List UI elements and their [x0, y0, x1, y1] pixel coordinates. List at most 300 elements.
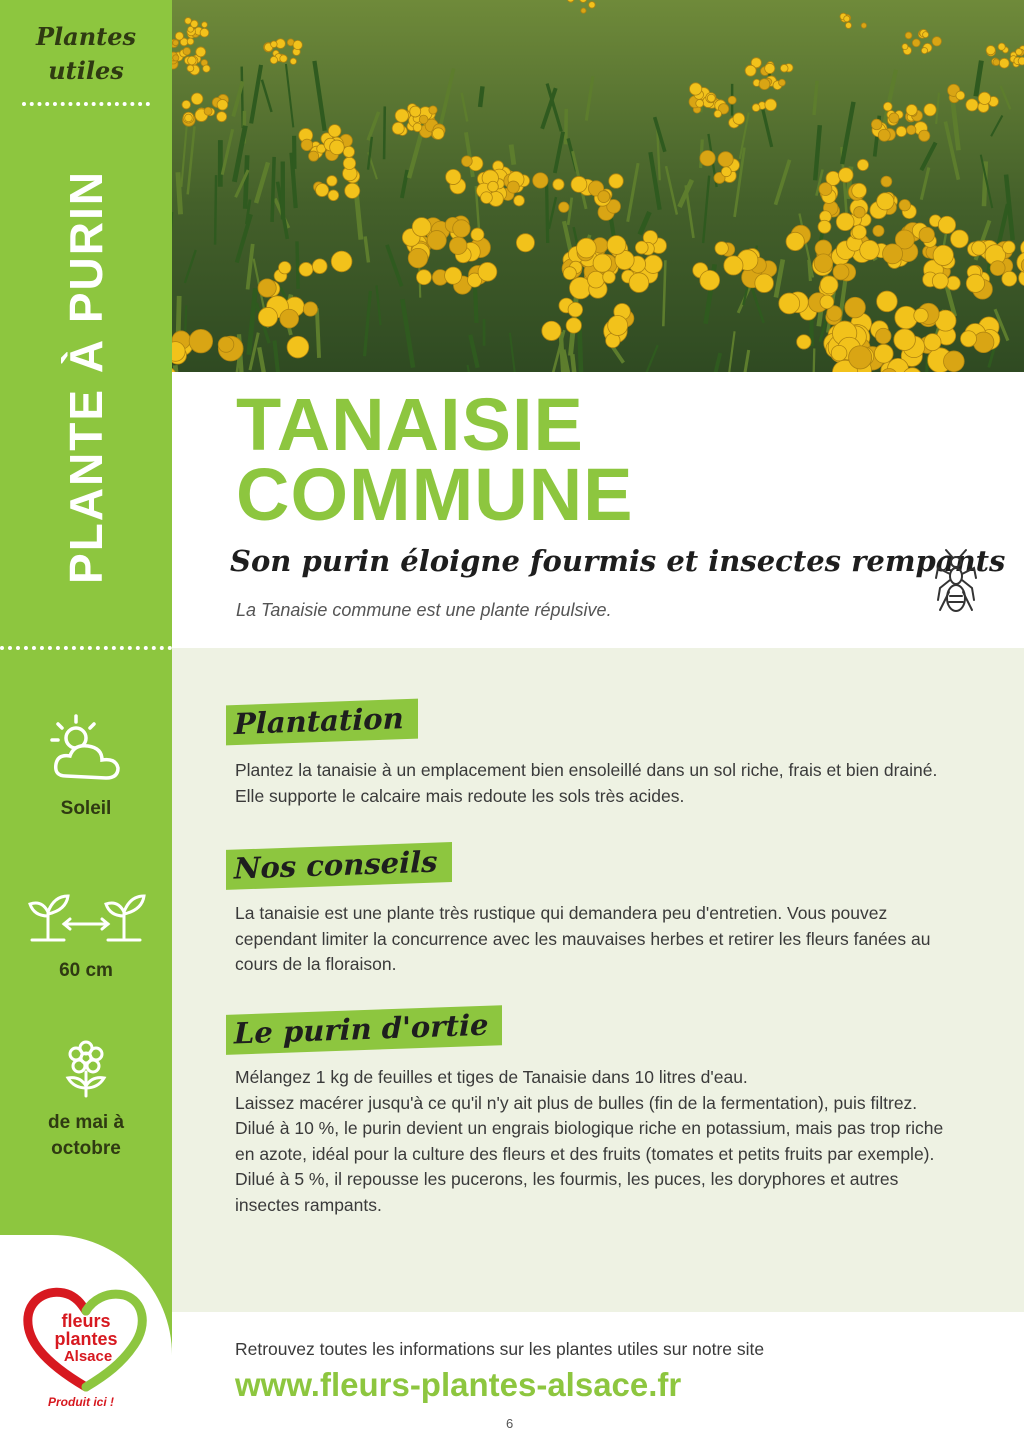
- flower-button: [182, 100, 191, 109]
- flower-button: [187, 65, 194, 72]
- flower-button: [932, 273, 948, 289]
- foliage-stroke: [178, 172, 181, 214]
- foliage-stroke: [842, 102, 853, 164]
- flower-button: [217, 112, 227, 122]
- foliage-stroke: [251, 65, 261, 124]
- flower-button: [542, 321, 561, 340]
- foliage-stroke: [776, 259, 783, 297]
- foliage-stroke: [234, 126, 245, 182]
- foliage-stroke: [181, 117, 187, 187]
- flower-button: [836, 213, 854, 231]
- foliage-stroke: [317, 308, 319, 358]
- flower-cluster: [264, 39, 303, 65]
- footer-text: Retrouvez toutes les informations sur les plantes utiles sur notre site: [235, 1339, 765, 1359]
- flower-button: [881, 176, 892, 187]
- foliage-stroke: [237, 214, 251, 262]
- heart-logo-icon: [22, 1283, 150, 1393]
- foliage-stroke: [387, 245, 402, 286]
- flower-button: [786, 232, 804, 250]
- flower-button: [488, 181, 499, 192]
- flower-button: [187, 38, 194, 45]
- page-title: [236, 383, 634, 536]
- flower-button: [301, 139, 313, 151]
- foliage-stroke: [272, 157, 274, 222]
- flower-button: [432, 128, 444, 140]
- flower-button: [580, 0, 587, 2]
- foliage-stroke: [384, 106, 385, 159]
- flower-button: [894, 329, 916, 351]
- foliage-stroke: [511, 145, 514, 165]
- foliage-stroke: [663, 260, 665, 326]
- flower-button: [733, 113, 745, 125]
- website-link[interactable]: www.fleurs-plantes-alsace.fr: [235, 1366, 682, 1403]
- flower-cluster: [567, 0, 595, 13]
- flower-button: [780, 64, 788, 72]
- flower-button: [972, 241, 986, 255]
- tansy-flowers-image: [172, 0, 1024, 372]
- flower-button: [331, 251, 352, 272]
- flower-button: [191, 20, 198, 27]
- paragraph: Dilué à 10 %, le purin devient un engrais biologique riche en potassium, mais pas trop riche en azote, idéal pour la culture des fleurs et des fruits (tomates et petits fruits par exemple).: [235, 1118, 944, 1164]
- foliage-stroke: [976, 61, 982, 97]
- paragraph: La tanaisie est une plante très rustique qui demandera peu d'entretien. Vous pouvez cependant limiter la concurrence avec les mauvaises herbes et retirer les fleurs fanées au cours de la floraison.: [235, 903, 931, 974]
- flower-cluster: [689, 83, 729, 118]
- flower-button: [690, 83, 702, 95]
- flower-button: [568, 302, 583, 317]
- flower-button: [449, 237, 467, 255]
- flower-button: [279, 261, 291, 273]
- foliage-stroke: [256, 162, 268, 203]
- feature-spacing-label: 60 cm: [59, 960, 113, 981]
- category-label-line2: utiles: [48, 56, 124, 85]
- foliage-stroke: [466, 132, 473, 177]
- flower-cluster: [313, 157, 359, 200]
- flower-button: [204, 107, 212, 115]
- flower-button: [978, 92, 990, 104]
- flower-button: [478, 262, 497, 281]
- flower-button: [707, 94, 715, 102]
- flower-button: [924, 334, 941, 351]
- flower-button: [921, 47, 927, 53]
- foliage-stroke: [921, 167, 929, 199]
- page-number: 6: [506, 1416, 514, 1431]
- flower-button: [419, 115, 428, 124]
- flower-button: [327, 176, 337, 186]
- flower-cluster: [182, 93, 228, 126]
- flower-button: [328, 190, 339, 201]
- flower-button: [759, 79, 770, 90]
- flower-button: [919, 130, 930, 141]
- flower-button: [293, 40, 302, 49]
- section-text-purin: [235, 1065, 955, 1218]
- section-heading-advice: Nos conseils: [226, 842, 452, 890]
- flower-button: [718, 152, 733, 167]
- flower-button: [728, 96, 736, 104]
- flower-cluster: [258, 251, 352, 297]
- flower-button: [1018, 57, 1024, 65]
- foliage-stroke: [549, 197, 556, 229]
- flower-button: [412, 218, 431, 237]
- flower-button: [845, 22, 851, 28]
- flower-button: [946, 276, 960, 290]
- flower-button: [200, 28, 209, 37]
- flower-button: [218, 337, 234, 353]
- foliage-stroke: [666, 166, 677, 214]
- category-label: [0, 20, 172, 88]
- flower-button: [745, 65, 756, 76]
- foliage-stroke: [739, 350, 748, 372]
- flower-button: [191, 93, 203, 105]
- foliage-stroke: [643, 345, 657, 372]
- flower-button: [1002, 271, 1017, 286]
- flower-button: [173, 55, 179, 61]
- flower-button: [896, 126, 906, 136]
- flower-button: [609, 174, 623, 188]
- flower-icon: [58, 1040, 114, 1100]
- flower-button: [507, 181, 519, 193]
- flower-button: [196, 47, 206, 57]
- flower-button: [923, 32, 929, 38]
- flower-button: [563, 267, 576, 280]
- flower-button: [290, 58, 296, 64]
- logo-word-alsace: Alsace: [63, 1348, 113, 1365]
- flower-button: [280, 55, 287, 62]
- foliage-stroke: [245, 155, 247, 209]
- flower-button: [593, 254, 611, 272]
- foliage-stroke: [703, 176, 709, 243]
- flower-button: [902, 44, 908, 50]
- flower-button: [416, 270, 431, 285]
- flower-button: [919, 227, 934, 242]
- flower-button: [566, 318, 581, 333]
- feature-exposure-label: Soleil: [60, 798, 112, 819]
- foliage-stroke: [679, 180, 691, 207]
- bloom-label-line1: de mai à: [47, 1112, 125, 1133]
- flower-button: [183, 47, 191, 55]
- flower-button: [299, 262, 313, 276]
- foliage-stroke: [546, 178, 547, 243]
- foliage-stroke: [365, 236, 368, 262]
- flower-button: [899, 200, 910, 211]
- plant-spacing-icon: [24, 888, 148, 948]
- paragraph: Laissez macérer jusqu'à ce qu'il n'y ait plus de bulles (fin de la fermentation), puis filtrez.: [235, 1092, 918, 1113]
- foliage-stroke: [555, 132, 563, 173]
- flower-button: [907, 125, 916, 134]
- hero-photo-tansy-flowers: [172, 0, 1024, 372]
- flower-button: [696, 100, 704, 108]
- flower-cluster: [258, 296, 317, 358]
- flower-button: [395, 109, 408, 122]
- flower-button: [343, 157, 355, 169]
- flower-cluster: [745, 58, 793, 90]
- foliage-stroke: [185, 250, 196, 283]
- flower-button: [814, 254, 833, 273]
- flower-button: [986, 46, 995, 55]
- feature-bloom-period: [0, 1040, 172, 1162]
- flower-button: [878, 129, 890, 141]
- foliage-stroke: [368, 112, 379, 140]
- dotted-divider: [22, 102, 150, 106]
- flower-button: [938, 216, 955, 233]
- foliage-stroke: [510, 333, 517, 372]
- flower-button: [330, 140, 345, 155]
- flower-button: [533, 173, 548, 188]
- feature-bloom-label: [0, 1110, 172, 1162]
- flower-button: [874, 344, 893, 363]
- paragraph: Plantez la tanaisie à un emplacement bien ensoleillé dans un sol riche, frais et bien drainé. Elle supporte le calcaire mais redoute les sols très acides.: [235, 760, 938, 806]
- flower-button: [553, 179, 564, 190]
- section-text-plantation: [235, 758, 955, 809]
- flower-cluster: [728, 96, 776, 128]
- flower-button: [328, 125, 341, 138]
- flower-button: [603, 271, 616, 284]
- flower-button: [857, 159, 868, 170]
- flower-button: [410, 106, 421, 117]
- flower-cluster: [902, 29, 941, 54]
- section-heading-plantation: Plantation: [226, 699, 418, 746]
- flower-button: [700, 270, 720, 290]
- flower-button: [819, 183, 832, 196]
- flower-button: [607, 236, 626, 255]
- flower-button: [765, 63, 775, 73]
- flower-button: [1003, 241, 1016, 254]
- flower-button: [883, 244, 903, 264]
- flower-button: [258, 279, 276, 297]
- flower-button: [820, 276, 838, 294]
- flower-button: [956, 91, 965, 100]
- flower-button: [392, 122, 404, 134]
- flower-button: [973, 332, 994, 353]
- flower-button: [258, 307, 277, 326]
- flower-button: [714, 110, 721, 117]
- flower-cluster: [476, 169, 548, 206]
- flower-button: [280, 309, 299, 328]
- flower-button: [905, 32, 912, 39]
- foliage-stroke: [480, 86, 482, 107]
- feature-spacing: [0, 888, 172, 984]
- foliage-stroke: [175, 365, 179, 372]
- foliage-stroke: [566, 109, 567, 144]
- flower-button: [567, 0, 574, 2]
- foliage-stroke: [952, 97, 958, 151]
- vertical-category-title: PLANTE À PURIN: [60, 170, 112, 584]
- page-title-line2: COMMUNE: [236, 453, 634, 536]
- flower-cluster: [700, 151, 740, 184]
- title-block: [172, 372, 1024, 648]
- logo-word-plantes: plantes: [54, 1329, 118, 1349]
- flower-cluster: [840, 13, 867, 28]
- flower-button: [906, 104, 917, 115]
- flower-button: [309, 151, 319, 161]
- flower-button: [343, 146, 354, 157]
- flower-button: [608, 315, 628, 335]
- flower-button: [924, 104, 936, 116]
- flower-button: [453, 220, 470, 237]
- flower-button: [914, 308, 928, 322]
- foliage-stroke: [262, 80, 272, 112]
- foliage-stroke: [813, 348, 815, 372]
- flower-button: [883, 102, 892, 111]
- flower-button: [303, 302, 317, 316]
- flower-button: [588, 271, 605, 288]
- flower-cluster: [693, 242, 777, 293]
- flower-button: [312, 259, 327, 274]
- ant-insect-icon: [934, 548, 978, 616]
- foliage-stroke: [377, 285, 381, 325]
- flower-button: [581, 8, 586, 13]
- flower-button: [1016, 49, 1023, 56]
- flower-button: [413, 123, 422, 132]
- flower-button: [860, 240, 880, 260]
- foliage-stroke: [924, 356, 928, 372]
- flower-button: [445, 267, 462, 284]
- paragraph: Mélangez 1 kg de feuilles et tiges de Tanaisie dans 10 litres d'eau.: [235, 1067, 748, 1087]
- foliage-stroke: [921, 143, 935, 171]
- flower-button: [203, 65, 210, 72]
- flower-button: [839, 168, 854, 183]
- flower-button: [481, 192, 493, 204]
- section-text-advice: [235, 901, 955, 978]
- flower-button: [797, 335, 811, 349]
- flower-button: [516, 234, 534, 252]
- flower-button: [715, 242, 728, 255]
- foliage-stroke: [726, 331, 734, 372]
- flower-button: [700, 151, 715, 166]
- flower-button: [960, 331, 976, 347]
- foliage-stroke: [365, 291, 371, 356]
- flower-button: [629, 273, 649, 293]
- flower-button: [189, 329, 212, 352]
- flower-button: [765, 99, 777, 111]
- flower-button: [271, 41, 278, 48]
- flower-button: [966, 274, 984, 292]
- foliage-stroke: [814, 81, 817, 115]
- foliage-stroke: [286, 64, 293, 127]
- foliage-stroke: [402, 299, 413, 367]
- flower-button: [877, 291, 898, 312]
- flower-button: [854, 207, 865, 218]
- foliage-stroke: [708, 353, 720, 372]
- foliage-stroke: [215, 175, 216, 245]
- foliage-stroke: [470, 335, 477, 368]
- paragraph: Dilué à 5 %, il repousse les pucerons, les fourmis, les puces, les doryphores et autres insectes rampants.: [235, 1169, 899, 1215]
- flower-button: [993, 59, 1000, 66]
- dotted-divider: [0, 646, 172, 650]
- foliage-stroke: [188, 126, 195, 194]
- flower-button: [933, 245, 953, 265]
- sun-cloud-icon: [46, 712, 126, 786]
- flower-cluster: [986, 43, 1024, 68]
- flower-button: [577, 238, 597, 258]
- page-title-line1: TANAISIE: [236, 383, 584, 466]
- flower-cluster: [172, 329, 243, 372]
- flower-button: [202, 22, 208, 28]
- flower-button: [345, 183, 360, 198]
- intro-text: La Tanaisie commune est une plante répulsive.: [236, 600, 612, 620]
- flower-button: [876, 328, 891, 343]
- flower-button: [185, 114, 193, 122]
- flower-button: [471, 228, 484, 241]
- flower-button: [462, 156, 473, 167]
- flower-button: [844, 16, 850, 22]
- flower-button: [427, 231, 446, 250]
- flower-button: [852, 225, 866, 239]
- flower-button: [644, 255, 662, 273]
- flower-button: [998, 43, 1005, 50]
- flower-button: [932, 37, 941, 46]
- flower-button: [752, 104, 760, 112]
- logo-tagline: Produit ici !: [48, 1395, 114, 1409]
- flower-button: [724, 256, 743, 275]
- flower-cluster: [175, 18, 208, 41]
- flower-button: [514, 195, 525, 206]
- foliage-stroke: [462, 93, 468, 122]
- flower-button: [873, 225, 884, 236]
- flower-button: [889, 113, 899, 123]
- foliage-stroke: [1001, 86, 1011, 109]
- foliage-stroke: [222, 129, 232, 174]
- flower-button: [217, 99, 228, 110]
- foliage-stroke: [991, 115, 1002, 136]
- flower-button: [779, 293, 800, 314]
- bloom-label-line2: octobre: [51, 1138, 121, 1159]
- category-label-line1: Plantes: [35, 22, 137, 51]
- sidebar: [0, 0, 172, 1447]
- flower-button: [849, 346, 872, 369]
- flower-button: [999, 58, 1009, 68]
- foliage-stroke: [815, 125, 820, 180]
- flower-button: [877, 193, 894, 210]
- flower-button: [188, 56, 197, 65]
- foliage-stroke: [402, 170, 407, 198]
- section-heading-purin: Le purin d'ortie: [226, 1005, 502, 1055]
- flower-button: [871, 119, 882, 130]
- flower-button: [408, 248, 427, 267]
- foliage-stroke: [628, 163, 638, 222]
- foliage-stroke: [259, 347, 270, 372]
- flower-button: [446, 169, 461, 184]
- foliage-stroke: [248, 244, 253, 290]
- page-subtitle: Son purin éloigne fourmis et insectes rempants: [230, 544, 1006, 578]
- flower-button: [270, 56, 277, 63]
- flower-button: [833, 264, 849, 280]
- flower-cluster: [542, 298, 634, 348]
- flower-button: [721, 167, 731, 177]
- footer: [172, 1312, 1024, 1447]
- flower-button: [755, 274, 774, 293]
- logo-word-fleurs: fleurs: [61, 1311, 111, 1331]
- foliage-stroke: [297, 241, 298, 288]
- flower-cluster: [966, 240, 1024, 300]
- flower-button: [589, 2, 595, 8]
- flower-button: [820, 295, 834, 309]
- flower-button: [173, 40, 179, 46]
- foliage-stroke: [775, 160, 789, 205]
- flower-button: [175, 32, 183, 40]
- flower-button: [598, 191, 610, 203]
- flower-button: [779, 79, 786, 86]
- foliage-stroke: [655, 117, 665, 152]
- flower-button: [818, 220, 831, 233]
- flower-button: [316, 184, 329, 197]
- foliage-stroke: [586, 76, 593, 120]
- flower-button: [966, 99, 978, 111]
- flower-button: [861, 23, 866, 28]
- flower-cluster: [553, 174, 624, 221]
- flower-button: [852, 183, 867, 198]
- flower-button: [429, 106, 437, 114]
- content-panel: [172, 648, 1024, 1312]
